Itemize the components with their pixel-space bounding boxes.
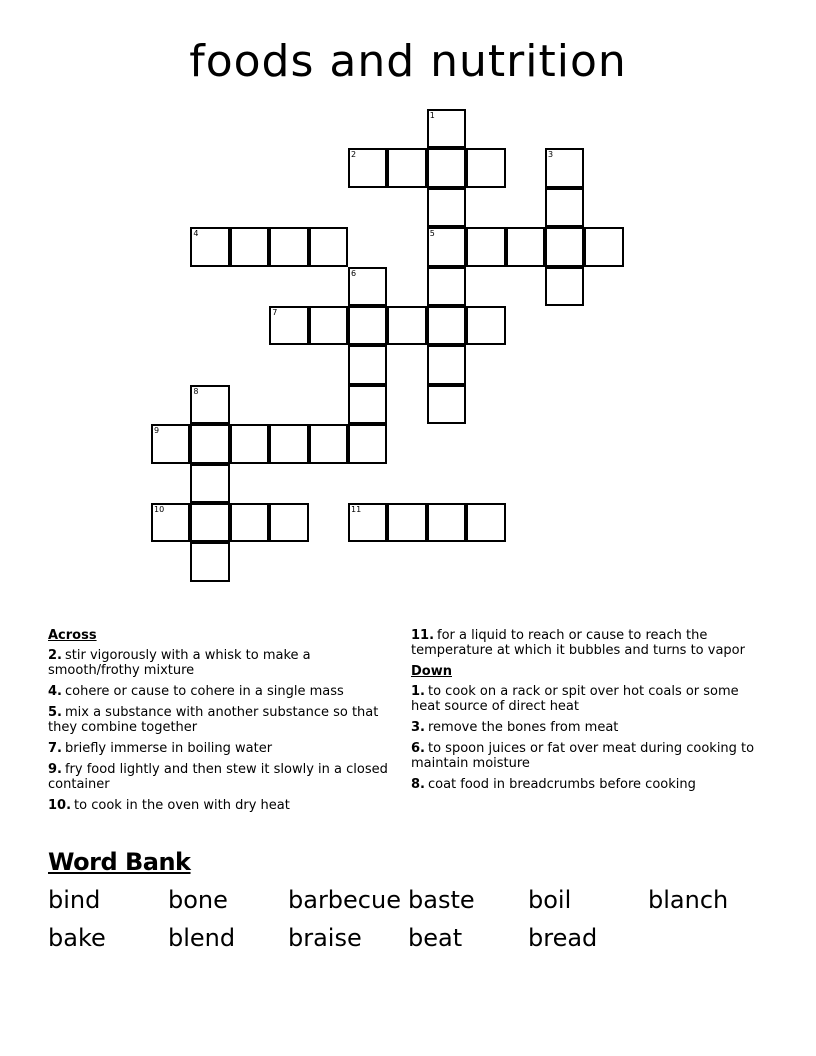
- crossword-cell[interactable]: [427, 385, 466, 424]
- clue-text: briefly immerse in boiling water: [64, 741, 273, 756]
- crossword-cell[interactable]: [348, 148, 387, 187]
- crossword-cell[interactable]: [427, 503, 466, 542]
- clue-text: to cook on a rack or spit over hot coals or some heat source of direct heat: [411, 684, 739, 714]
- clue-down-1: [411, 684, 771, 714]
- cell-number: 2: [351, 150, 357, 160]
- word-bank-title: Word Bank: [48, 848, 191, 876]
- crossword-cell[interactable]: [427, 345, 466, 384]
- cell-number: 8: [193, 386, 199, 396]
- clue-text: fry food lightly and then stew it slowly in a closed container: [48, 762, 388, 792]
- clues-left-column: [48, 628, 398, 819]
- crossword-cell[interactable]: [387, 503, 426, 542]
- crossword-cell[interactable]: [190, 464, 229, 503]
- clue-text: cohere or cause to cohere in a single mass: [64, 684, 344, 699]
- clue-number: 10.: [48, 798, 72, 813]
- crossword-cell[interactable]: [427, 188, 466, 227]
- crossword-cell[interactable]: [190, 503, 229, 542]
- clues-right-column: [411, 628, 771, 798]
- clue-across-11: [411, 628, 771, 658]
- crossword-cell[interactable]: [269, 424, 308, 463]
- word-bank-item: bone: [168, 886, 228, 914]
- crossword-cell[interactable]: [584, 227, 623, 266]
- crossword-cell[interactable]: [427, 306, 466, 345]
- crossword-cell[interactable]: [466, 306, 505, 345]
- crossword-cell[interactable]: [348, 385, 387, 424]
- cell-number: 11: [351, 505, 362, 514]
- crossword-cell[interactable]: [348, 267, 387, 306]
- clue-text: remove the bones from meat: [427, 720, 619, 735]
- crossword-cell[interactable]: [348, 345, 387, 384]
- crossword-cell[interactable]: [545, 227, 584, 266]
- word-bank-item: bind: [48, 886, 101, 914]
- clue-text: coat food in breadcrumbs before cooking: [427, 777, 696, 792]
- clue-text: stir vigorously with a whisk to make a smooth/frothy mixture: [48, 648, 311, 678]
- crossword-cell[interactable]: [190, 424, 229, 463]
- clue-across-10: [48, 798, 398, 813]
- cell-number: 7: [272, 308, 278, 317]
- crossword-cell[interactable]: [230, 424, 269, 463]
- crossword-cell[interactable]: [466, 148, 505, 187]
- cell-number: 4: [193, 229, 199, 239]
- clue-across-2: [48, 648, 398, 678]
- crossword-cell[interactable]: [348, 503, 387, 542]
- clue-text: to spoon juices or fat over meat during cooking to maintain moisture: [411, 741, 755, 771]
- clue-across-7: [48, 741, 398, 756]
- word-bank-item: blend: [168, 924, 236, 952]
- cell-number: 5: [429, 229, 435, 239]
- crossword-cell[interactable]: [269, 503, 308, 542]
- clue-number: 4.: [48, 684, 62, 699]
- cell-number: 9: [154, 426, 160, 436]
- crossword-cell[interactable]: [190, 227, 229, 266]
- page-title: foods and nutrition: [189, 36, 627, 87]
- crossword-cell[interactable]: [230, 503, 269, 542]
- crossword-cell[interactable]: [151, 503, 190, 542]
- word-bank: [48, 884, 768, 954]
- clue-number: 3.: [411, 720, 425, 735]
- clue-text: to cook in the oven with dry heat: [74, 798, 290, 813]
- crossword-cell[interactable]: [387, 306, 426, 345]
- word-bank-item: beat: [408, 924, 463, 952]
- crossword-cell[interactable]: [545, 267, 584, 306]
- crossword-cell[interactable]: [506, 227, 545, 266]
- clue-number: 1.: [411, 684, 425, 699]
- crossword-cell[interactable]: [190, 542, 229, 581]
- clue-across-5: [48, 705, 398, 735]
- crossword-cell[interactable]: [387, 148, 426, 187]
- across-heading: Across: [48, 628, 97, 643]
- clue-number: 5.: [48, 705, 62, 720]
- crossword-cell[interactable]: [545, 188, 584, 227]
- word-bank-item: bake: [48, 924, 106, 952]
- clue-down-3: [411, 720, 771, 735]
- clue-down-8: [411, 777, 771, 792]
- clue-number: 6.: [411, 741, 425, 756]
- clue-number: 7.: [48, 741, 62, 756]
- word-bank-item: barbecue: [288, 886, 401, 914]
- crossword-cell[interactable]: [348, 424, 387, 463]
- cell-number: 3: [548, 150, 554, 160]
- clue-across-9: [48, 762, 398, 792]
- crossword-cell[interactable]: [427, 148, 466, 187]
- crossword-cell[interactable]: [151, 424, 190, 463]
- crossword-cell[interactable]: [427, 267, 466, 306]
- word-bank-item: baste: [408, 886, 475, 914]
- crossword-cell[interactable]: [427, 109, 466, 148]
- crossword-cell[interactable]: [309, 424, 348, 463]
- crossword-cell[interactable]: [269, 306, 308, 345]
- crossword-cell[interactable]: [348, 306, 387, 345]
- clue-text: mix a substance with another substance so that they combine together: [48, 705, 379, 735]
- clue-number: 11.: [411, 628, 435, 643]
- clue-number: 9.: [48, 762, 62, 777]
- crossword-cell[interactable]: [230, 227, 269, 266]
- cell-number: 10: [154, 505, 165, 514]
- clue-number: 8.: [411, 777, 425, 792]
- cell-number: 1: [429, 111, 435, 120]
- clue-number: 2.: [48, 648, 62, 663]
- crossword-cell[interactable]: [545, 148, 584, 187]
- crossword-cell[interactable]: [309, 227, 348, 266]
- word-bank-item: braise: [288, 924, 362, 952]
- down-heading: Down: [411, 664, 452, 679]
- word-bank-item: bread: [528, 924, 598, 952]
- crossword-cell[interactable]: [466, 503, 505, 542]
- crossword-cell[interactable]: [269, 227, 308, 266]
- clue-down-6: [411, 741, 771, 771]
- clue-across-4: [48, 684, 398, 699]
- crossword-cell[interactable]: [190, 385, 229, 424]
- crossword-cell[interactable]: [427, 227, 466, 266]
- crossword-grid: [152, 110, 672, 590]
- cell-number: 6: [351, 268, 357, 278]
- crossword-cell[interactable]: [466, 227, 505, 266]
- crossword-cell[interactable]: [309, 306, 348, 345]
- clue-text: for a liquid to reach or cause to reach the temperature at which it bubbles and turns to vapor: [411, 628, 745, 658]
- word-bank-item: boil: [528, 886, 572, 914]
- word-bank-item: blanch: [648, 886, 729, 914]
